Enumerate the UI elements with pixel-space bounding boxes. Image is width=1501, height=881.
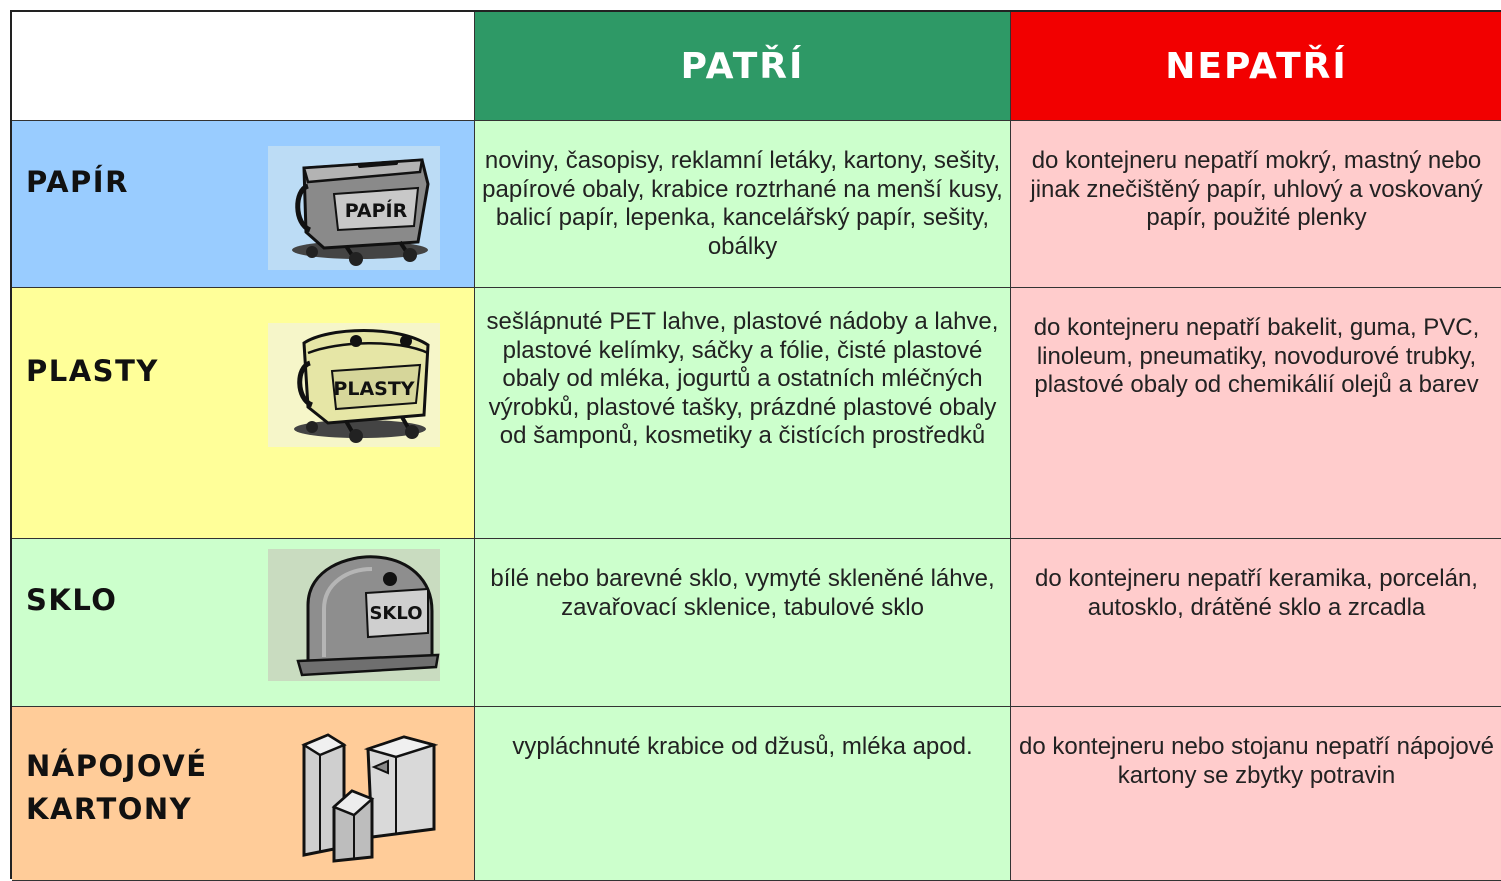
sklo-belongs: [475, 539, 1011, 707]
papir-belongs-text: noviny, časopisy, reklamní letáky, kartony, sešity, papírové obaly, krabice roztrhané na menší kusy, balicí papír, lepenka, kancelářský papír, sešity, obálky: [482, 147, 1003, 260]
napojove-kartony-belongs-text: vypláchnuté krabice od džusů, mléka apod.: [512, 733, 973, 760]
svg-text:PLASTY: PLASTY: [333, 378, 415, 400]
category-name: PLASTY: [26, 354, 159, 388]
category-name: PAPÍR: [26, 165, 129, 199]
category-name: SKLO: [26, 583, 118, 617]
recycling-table: [10, 10, 1501, 879]
glass-bell-container-icon: [268, 549, 440, 681]
header-belongs-label: PATŘÍ: [680, 45, 805, 87]
category-sklo: [12, 539, 475, 707]
svg-text:SKLO: SKLO: [369, 603, 423, 624]
napojove-kartony-not-belongs-text: do kontejneru nebo stojanu nepatří nápojové kartony se zbytky potravin: [1018, 733, 1495, 789]
papir-not-belongs: [1011, 121, 1501, 288]
napojove-kartony-belongs: [475, 707, 1011, 881]
plasty-not-belongs: [1011, 288, 1501, 539]
category-papir: [12, 121, 475, 288]
sklo-not-belongs: [1011, 539, 1501, 707]
napojove-kartony-not-belongs: [1011, 707, 1501, 881]
plasty-belongs-text: sešlápnuté PET lahve, plastové nádoby a lahve, plastové kelímky, sáčky a fólie, čisté plastové obaly od mléka, jogurtů a ostatních mléčných výrobků, plastové tašky, prázdné plastové obaly od šamponů, kosmetiky a čistících prostředků: [486, 308, 999, 449]
svg-text:PAPÍR: PAPÍR: [344, 200, 408, 222]
category-plasty: [12, 288, 475, 539]
category-name-line2: KARTONY: [26, 792, 193, 826]
header-not-belongs: [1011, 12, 1501, 121]
plasty-not-belongs-text: do kontejneru nepatří bakelit, guma, PVC, linoleum, pneumatiky, novodurové trubky, plastové obaly od chemikálií olejů a barev: [1033, 314, 1480, 398]
plasty-belongs: [475, 288, 1011, 539]
header-belongs: [475, 12, 1011, 121]
plastic-container-icon: [268, 323, 440, 447]
papir-belongs: [475, 121, 1011, 288]
category-name: [26, 745, 208, 831]
corner-cell: [12, 12, 475, 121]
sklo-not-belongs-text: do kontejneru nepatří keramika, porcelán, autosklo, drátěné sklo a zrcadla: [1035, 565, 1478, 621]
papir-not-belongs-text: do kontejneru nepatří mokrý, mastný nebo jinak znečištěný papír, uhlový a voskovaný papír, použité plenky: [1030, 147, 1483, 231]
paper-container-icon: [268, 146, 440, 270]
category-napojove-kartony: [12, 707, 475, 881]
category-name-line1: NÁPOJOVÉ: [26, 749, 208, 783]
sklo-belongs-text: bílé nebo barevné sklo, vymyté skleněné láhve, zavařovací sklenice, tabulové sklo: [490, 565, 995, 621]
beverage-cartons-icon: [288, 729, 438, 863]
header-not-belongs-label: NEPATŘÍ: [1165, 45, 1348, 87]
